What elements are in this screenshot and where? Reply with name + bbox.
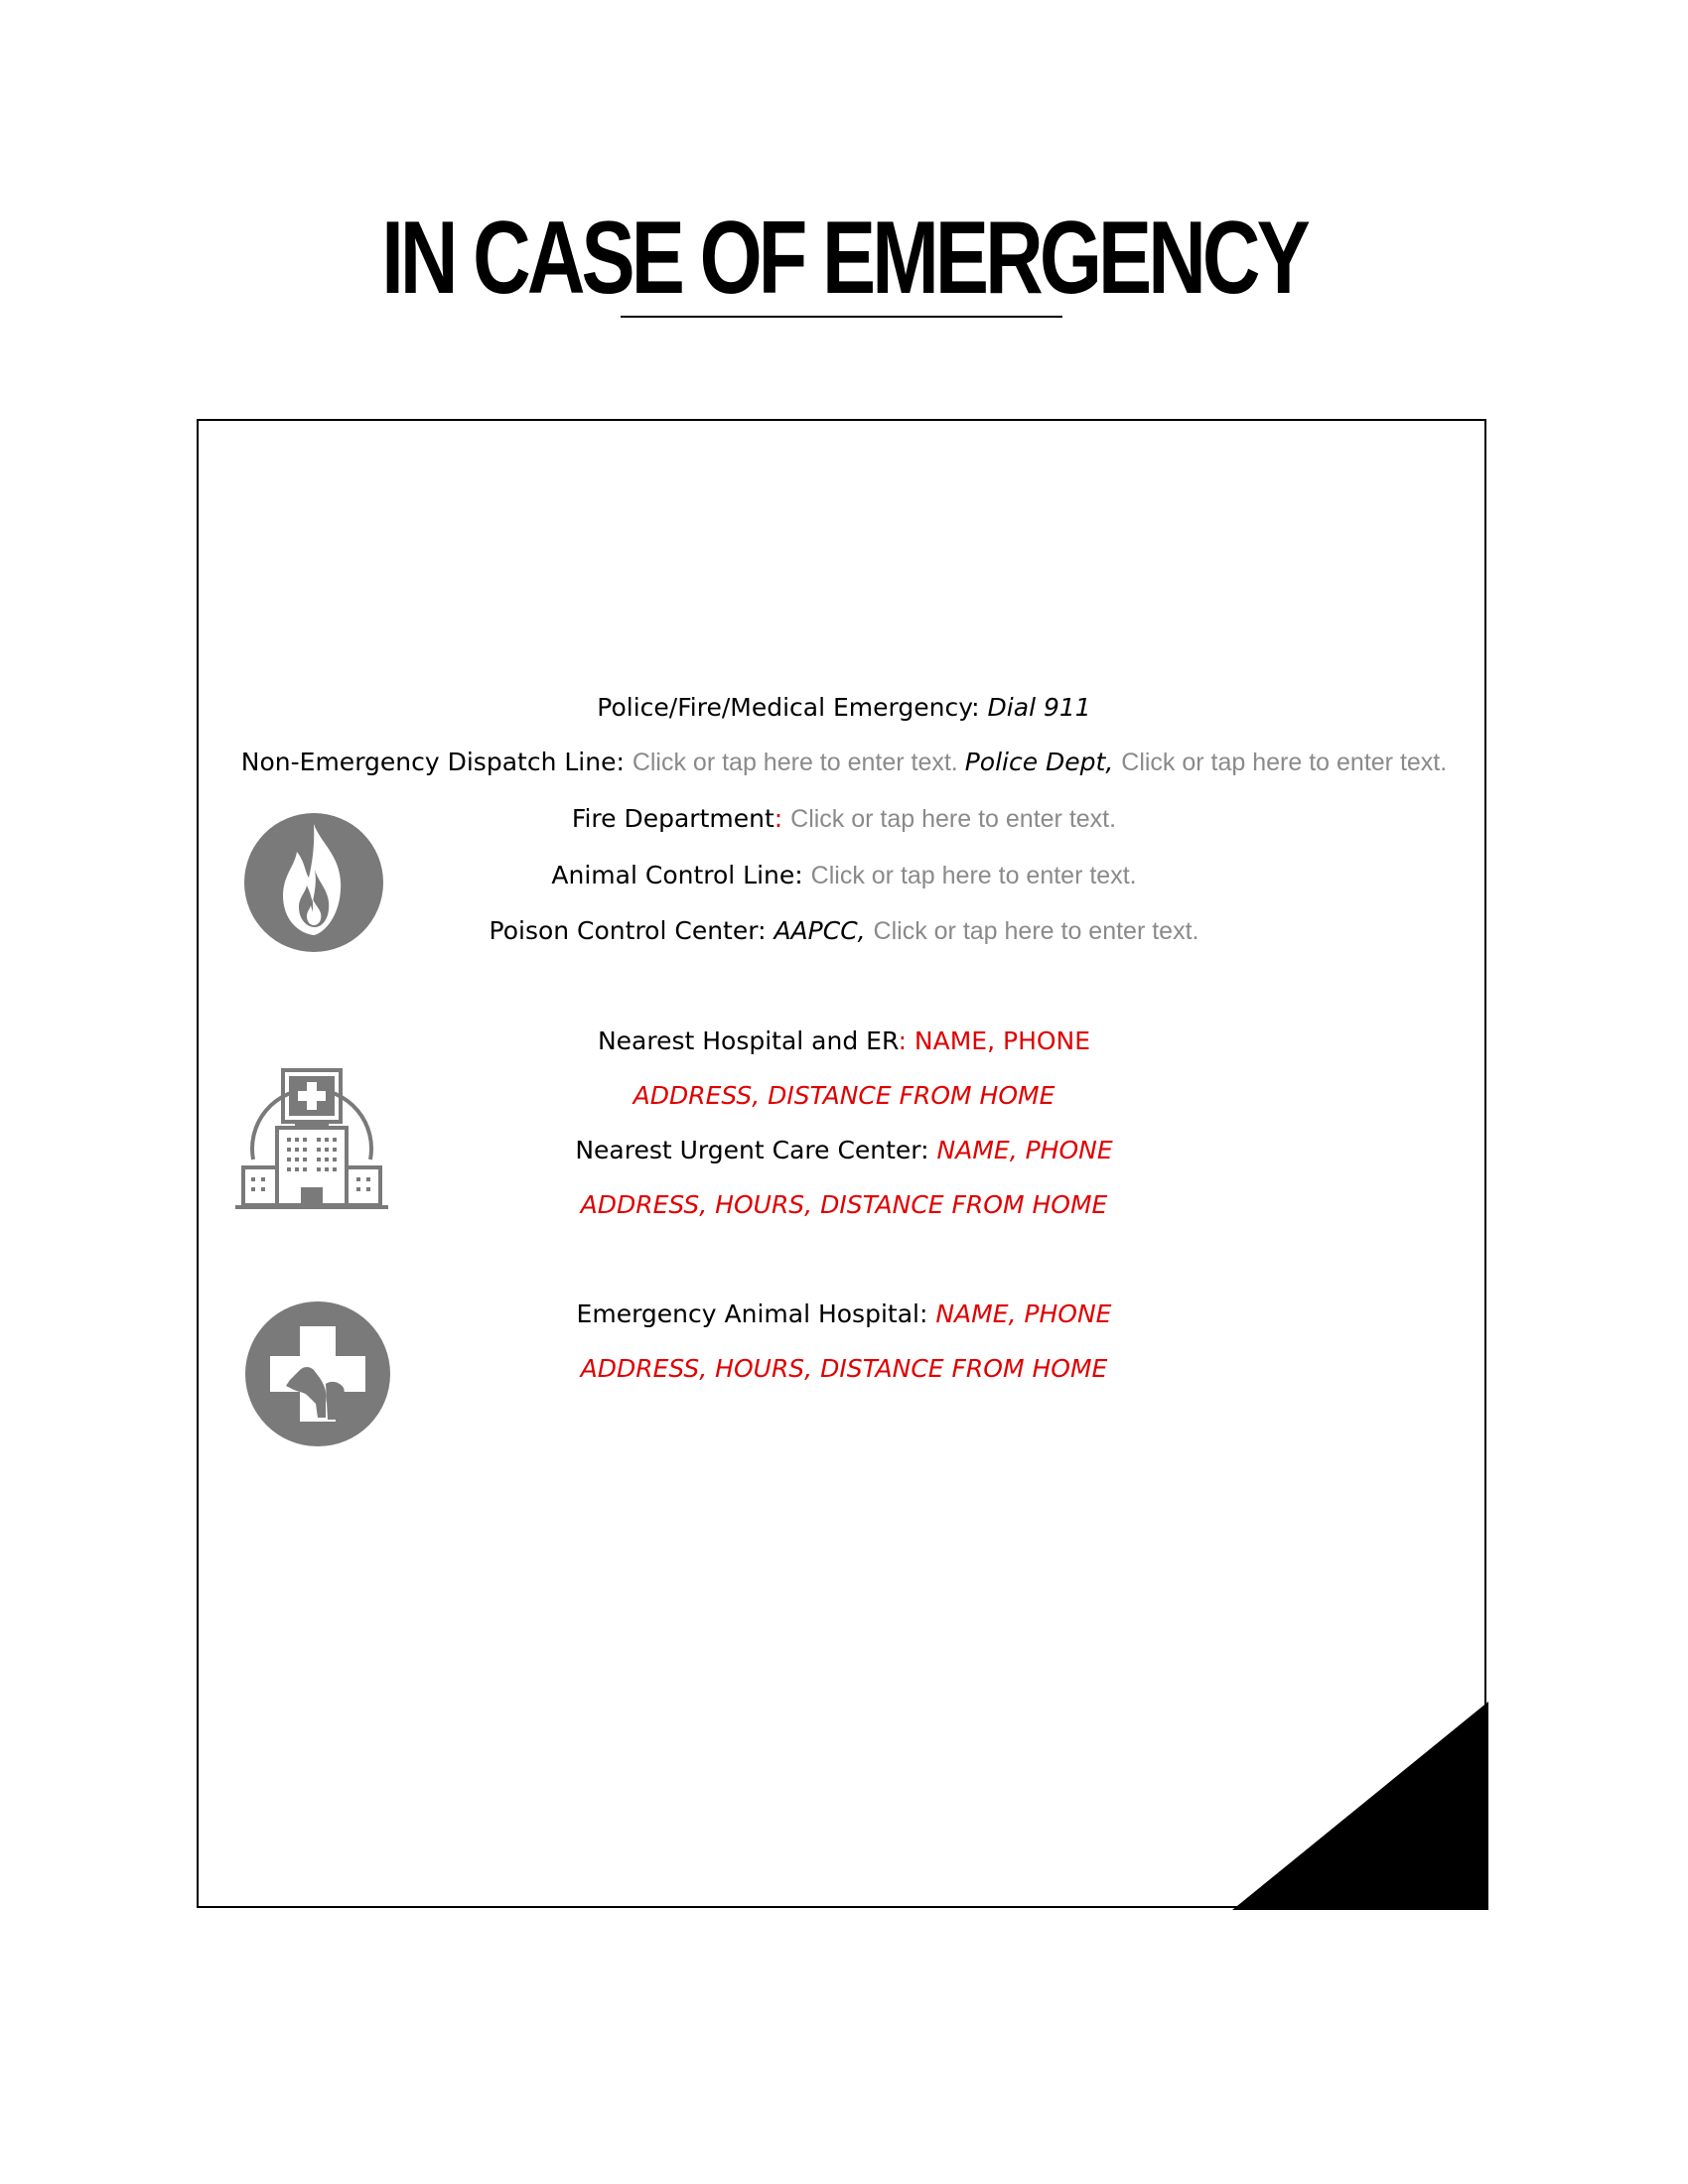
- hospital-icon: [233, 1052, 390, 1211]
- poison-label: Poison Control Center:: [489, 916, 774, 945]
- page-title: IN CASE OF EMERGENCY: [381, 201, 1307, 316]
- vet-detail: ADDRESS, HOURS, DISTANCE FROM HOME: [580, 1354, 1108, 1383]
- vet-value: NAME, PHONE: [935, 1299, 1112, 1328]
- poison-aapcc: AAPCC,: [774, 916, 874, 945]
- dispatch-field-1[interactable]: Click or tap here to enter text.: [632, 749, 965, 776]
- fire-icon: [243, 812, 384, 953]
- title-underline: [621, 316, 1062, 318]
- dispatch-label: Non-Emergency Dispatch Line:: [240, 748, 633, 776]
- poison-field[interactable]: Click or tap here to enter text.: [873, 917, 1199, 945]
- urgent-detail: ADDRESS, HOURS, DISTANCE FROM HOME: [580, 1190, 1108, 1219]
- fire-field[interactable]: Click or tap here to enter text.: [790, 805, 1117, 833]
- animal-hospital-icon: [244, 1300, 391, 1447]
- vet-label: Emergency Animal Hospital:: [576, 1299, 936, 1328]
- animal-control-field[interactable]: Click or tap here to enter text.: [810, 862, 1137, 889]
- urgent-label: Nearest Urgent Care Center:: [575, 1136, 937, 1164]
- dispatch-police-label: Police Dept,: [964, 748, 1122, 776]
- hospital-label: Nearest Hospital and ER: [597, 1026, 899, 1055]
- dispatch-field-2[interactable]: Click or tap here to enter text.: [1121, 749, 1448, 776]
- animal-control-label: Animal Control Line:: [551, 861, 811, 889]
- emergency-line: [0, 693, 1688, 723]
- fire-sep: :: [774, 804, 791, 833]
- emergency-value: Dial 911: [987, 693, 1091, 722]
- fire-label: Fire Department: [571, 804, 774, 833]
- urgent-value: NAME, PHONE: [936, 1136, 1113, 1164]
- hospital-detail: ADDRESS, DISTANCE FROM HOME: [633, 1081, 1055, 1110]
- hospital-value: : NAME, PHONE: [898, 1026, 1091, 1055]
- emergency-label: Police/Fire/Medical Emergency:: [597, 693, 988, 722]
- corner-triangle: [199, 421, 1488, 1910]
- dispatch-line: [0, 748, 1688, 777]
